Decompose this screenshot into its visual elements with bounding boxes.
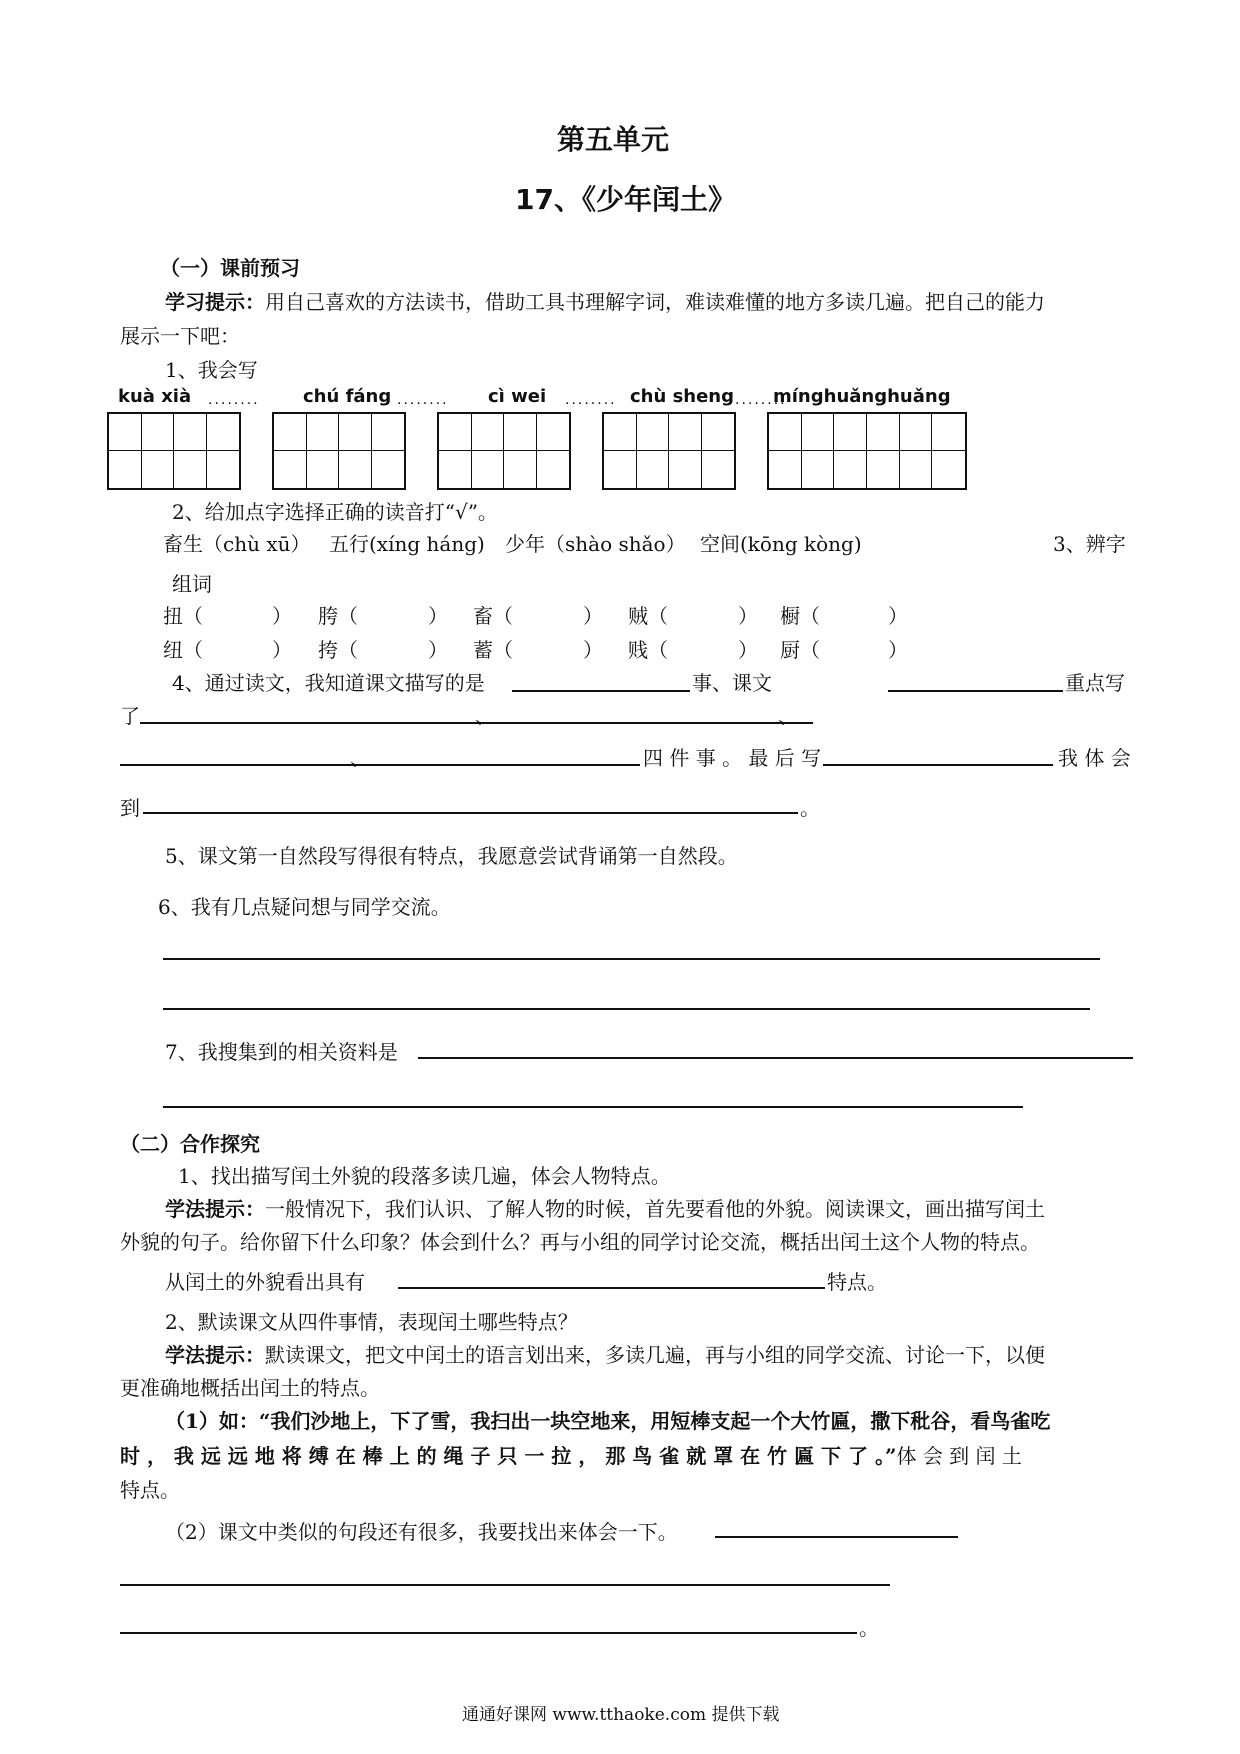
close-paren: ）	[888, 638, 908, 662]
q1-label: 1、我会写	[165, 358, 258, 382]
s2-example-1-end: 特点。	[120, 1478, 180, 1502]
s2-hint1-cont: 外貌的句子。给你留下什么印象？体会到什么？再与小组的同学讨论交流，概括出闰土这个人物的特点。	[120, 1230, 1040, 1254]
dots: ........	[397, 392, 449, 408]
answer-line[interactable]	[120, 1632, 857, 1634]
close-paren: ）	[428, 638, 448, 662]
writing-grid-2[interactable]	[272, 412, 406, 490]
q4-text: 了	[120, 704, 140, 728]
dots: ........	[208, 392, 260, 408]
q3-label: 3、辨字	[1053, 532, 1126, 556]
footer: 通通好课网 www.tthaoke.com 提供下载	[462, 1705, 780, 1725]
answer-line[interactable]	[888, 690, 1063, 692]
pinyin-1: kuà xià	[118, 386, 192, 407]
writing-grid-1[interactable]	[107, 412, 241, 490]
period: 。	[859, 1616, 879, 1640]
pinyin-5: mínghuǎnghuǎng	[773, 386, 951, 407]
comma: 、	[350, 746, 370, 770]
section1-heading: （一）课前预习	[160, 256, 300, 280]
page-title: 第五单元	[557, 123, 670, 156]
answer-line[interactable]	[163, 1106, 1023, 1108]
q2-item-4[interactable]: 空间(kōng kòng)	[700, 532, 862, 556]
q4-text: 四 件 事 。 最 后 写	[643, 746, 822, 770]
dots: ........	[565, 392, 617, 408]
answer-line[interactable]	[120, 1584, 890, 1586]
s2-example-1-cont: 时 ， 我 远 远 地 将 缚 在 棒 上 的 绳 子 只 一 拉 ， 那 鸟 雀 就 罩 在 竹 匾 下 了 。”体 会 到 闰 土	[120, 1444, 1022, 1468]
s2-hint2: 学法提示：默读课文，把文中闰土的语言划出来，多读几遍，再与小组的同学交流、讨论一下，以便	[165, 1343, 1045, 1367]
comma: 、	[778, 704, 798, 728]
close-paren: ）	[888, 604, 908, 628]
section1-hint-cont: 展示一下吧：	[120, 324, 240, 348]
q3-label-cont: 组词	[172, 572, 212, 596]
close-paren: ）	[272, 604, 292, 628]
s2-p1: 1、找出描写闰土外貌的段落多读几遍，体会人物特点。	[178, 1164, 671, 1188]
pinyin-2: chú fáng	[303, 386, 392, 407]
close-paren: ）	[738, 638, 758, 662]
q2-item-3[interactable]: 少年（shào shǎo）	[505, 532, 686, 556]
answer-line[interactable]	[143, 812, 798, 814]
q6-text: 6、我有几点疑问想与同学交流。	[158, 895, 451, 919]
q4-text: 到	[120, 796, 140, 820]
q2-item-2[interactable]: 五行(xíng háng)	[329, 532, 485, 556]
q3-item[interactable]: 橱（	[780, 604, 820, 628]
q3-item[interactable]: 纽（	[163, 638, 203, 662]
q3-item[interactable]: 胯（	[318, 604, 358, 628]
close-paren: ）	[738, 604, 758, 628]
close-paren: ）	[583, 604, 603, 628]
section1-hint: 学习提示：用自己喜欢的方法读书，借助工具书理解字词，难读难懂的地方多读几遍。把自己的能力	[165, 290, 1045, 314]
answer-line[interactable]	[398, 1287, 825, 1289]
answer-line[interactable]	[512, 690, 690, 692]
writing-grid-4[interactable]	[602, 412, 736, 490]
dots: ........	[735, 392, 787, 408]
q4-text: 4、通过读文，我知道课文描写的是	[172, 671, 485, 695]
q4-text: 重点写	[1065, 671, 1125, 695]
close-paren: ）	[272, 638, 292, 662]
q3-item[interactable]: 扭（	[163, 604, 203, 628]
q3-item[interactable]: 蓄（	[473, 638, 513, 662]
writing-grid-5[interactable]	[767, 412, 967, 490]
answer-line[interactable]	[163, 1008, 1090, 1010]
q2-item-1[interactable]: 畜生（chù xū）	[163, 532, 311, 556]
q5-text: 5、课文第一自然段写得很有特点，我愿意尝试背诵第一自然段。	[165, 844, 738, 868]
q3-item[interactable]: 畜（	[473, 604, 513, 628]
answer-line[interactable]	[418, 1057, 1133, 1059]
answer-line[interactable]	[823, 764, 1053, 766]
s2-hint2-cont: 更准确地概括出闰土的特点。	[120, 1376, 380, 1400]
section2-heading: （二）合作探究	[120, 1132, 260, 1156]
q4-text: 我 体 会	[1058, 746, 1131, 770]
close-paren: ）	[428, 604, 448, 628]
close-paren: ）	[583, 638, 603, 662]
s2-example-1: （1）如：“我们沙地上，下了雪，我扫出一块空地来，用短棒支起一个大竹匾，撒下秕谷，看鸟雀吃	[165, 1409, 1051, 1433]
answer-line[interactable]	[715, 1536, 958, 1538]
answer-line[interactable]	[120, 764, 640, 766]
comma: 、	[475, 704, 495, 728]
s2-p2-end: 特点。	[827, 1270, 887, 1294]
pinyin-4: chù sheng	[630, 386, 735, 407]
q2-label: 2、给加点字选择正确的读音打“√”。	[172, 500, 498, 524]
answer-line[interactable]	[163, 958, 1100, 960]
lesson-title: 17、《少年闰土》	[515, 183, 736, 216]
q3-item[interactable]: 贼（	[628, 604, 668, 628]
q3-item[interactable]: 厨（	[780, 638, 820, 662]
period: 。	[800, 796, 820, 820]
writing-grid-3[interactable]	[437, 412, 571, 490]
q3-item[interactable]: 挎（	[318, 638, 358, 662]
s2-p2: 从闰土的外貌看出具有	[165, 1270, 365, 1294]
q3-item[interactable]: 贱（	[628, 638, 668, 662]
s2-hint1: 学法提示：一般情况下，我们认识、了解人物的时候，首先要看他的外貌。阅读课文，画出描写闰土	[165, 1197, 1045, 1221]
q4-text: 事、课文	[692, 671, 772, 695]
s2-p3: 2、默读课文从四件事情，表现闰土哪些特点？	[165, 1310, 578, 1334]
pinyin-3: cì wei	[488, 386, 547, 407]
s2-example-2: （2）课文中类似的句段还有很多，我要找出来体会一下。	[165, 1520, 678, 1544]
q7-text: 7、我搜集到的相关资料是	[165, 1040, 398, 1064]
